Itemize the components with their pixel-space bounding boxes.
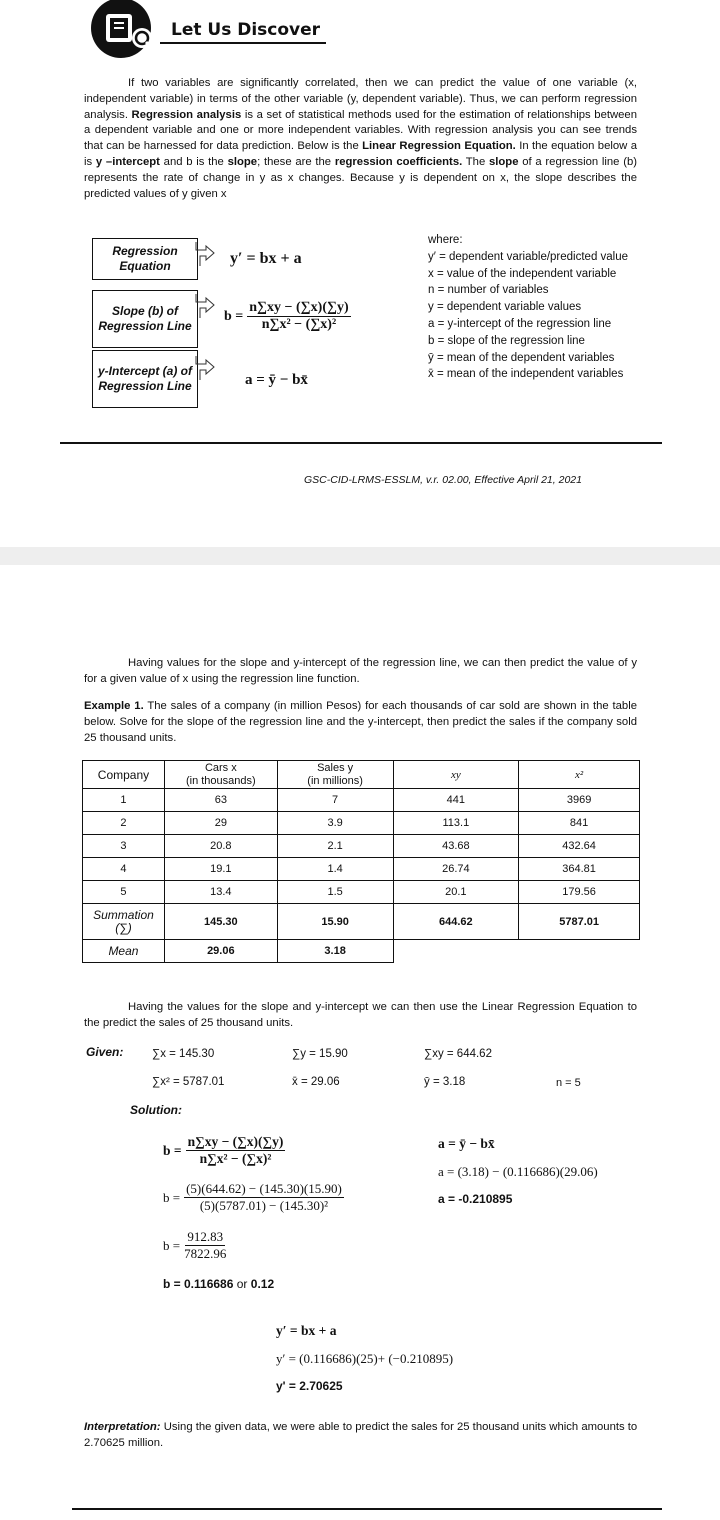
header-underline <box>160 42 326 44</box>
eq-regression: y′ = bx + a <box>230 250 302 267</box>
box-regression-equation: Regression Equation <box>92 238 198 280</box>
where-item: y′ = dependent variable/predicted value <box>428 250 629 263</box>
header-sales: Sales y (in millions) <box>277 761 393 789</box>
given-sum-y: ∑y = 15.90 <box>292 1048 348 1060</box>
slope-step-2: b = $\frac{(5)(644.62) - (145.30)(15.90)}{\text{(5)(5787.01) − (145.30)²}}$ <box>163 1181 342 1213</box>
given-n: n = 5 <box>556 1077 581 1089</box>
page1-divider <box>60 442 662 444</box>
intercept-step-1: a = ȳ − bx̄ <box>438 1136 495 1151</box>
table-header-row <box>83 761 640 789</box>
example-label: Example 1. <box>84 700 144 712</box>
slope-step-1: b = $\frac{n\sum xy - (\sum x)(\sum y)}{\text{n∑x² − (∑x)²}}$ <box>163 1134 284 1166</box>
intercept-result: a = -0.210895 <box>438 1192 513 1206</box>
eq-slope-num: n∑xy − (∑x)(∑y) <box>249 300 349 315</box>
footer-code: GSC-CID-LRMS-ESSLM, v.r. 02.00, Effective April 21, 2021 <box>304 474 582 486</box>
summation-row: Summation (∑) 145.30 15.90 644.62 5787.01 <box>83 904 640 940</box>
given-xbar: x̄ = 29.06 <box>292 1076 340 1088</box>
header-xy: xy <box>393 761 519 789</box>
transition-paragraph: Having the values for the slope and y-intercept we can then use the Linear Regression Equation to the predict the sales of 25 thousand units. <box>84 1001 637 1029</box>
page2-intro: Having values for the slope and y-intercept of the regression line, we can then predict the value of y for a given value of x using the regression line function. <box>84 657 637 685</box>
solution-label: Solution: <box>130 1103 182 1117</box>
page-gap <box>0 547 720 565</box>
header-title: Let Us Discover <box>171 20 321 40</box>
page2-divider <box>72 1508 662 1510</box>
header-x2: x² <box>519 761 640 789</box>
arrow-icons <box>192 236 224 396</box>
given-sum-x: ∑x = 145.30 <box>152 1048 215 1060</box>
header-cars: Cars x (in thousands) <box>164 761 277 789</box>
table-row: 4 19.1 1.4 26.74 364.81 <box>83 858 640 881</box>
predict-result: y' = 2.70625 <box>276 1379 343 1393</box>
where-item: y = dependent variable values <box>428 301 582 314</box>
eq-slope: b = $\frac{n\sum xy - (\sum x)(\sum y)}{\text{n∑x² − (∑x)²}}$ <box>224 300 349 332</box>
where-item: n = number of variables <box>428 284 549 297</box>
given-sum-x2: ∑x² = 5787.01 <box>152 1076 225 1088</box>
predict-step-1: y′ = bx + a <box>276 1323 337 1338</box>
predict-step-2: y′ = (0.116686)(25)+ (−0.210895) <box>276 1351 454 1366</box>
where-item: x = value of the independent variable <box>428 267 617 280</box>
header-company: Company <box>83 761 165 789</box>
slope-step-3: b = $\frac{912.83}{7822.96}$ <box>163 1229 227 1261</box>
where-item: b = slope of the regression line <box>428 334 585 347</box>
box-intercept: y-Intercept (a) of Regression Line <box>92 350 198 408</box>
box-slope: Slope (b) of Regression Line <box>92 290 198 348</box>
where-item: a = y-intercept of the regression line <box>428 317 612 330</box>
data-table <box>82 760 640 963</box>
mean-row: Mean 29.06 3.18 <box>83 940 640 963</box>
table-row: 2 29 3.9 113.1 841 <box>83 812 640 835</box>
where-title: where: <box>428 234 463 246</box>
given-label: Given: <box>86 1045 124 1059</box>
given-ybar: ȳ = 3.18 <box>424 1076 466 1088</box>
example-paragraph: Example 1. The sales of a company (in million Pesos) for each thousands of car sold are shown in the table below. Solve for the slope of the regression line and the y-intercept, then predict the sales if the company sold 25 thousand units. <box>84 700 637 744</box>
intercept-step-2: a = (3.18) − (0.116686)(29.06) <box>438 1164 598 1179</box>
table-row: 1 63 7 441 3969 <box>83 789 640 812</box>
interpretation: Interpretation: Using the given data, we were able to predict the sales for 25 thousand units which amounts to 2.70625 million. <box>84 1421 638 1449</box>
where-item: x̄ = mean of the independent variables <box>428 368 624 381</box>
given-sum-xy: ∑xy = 644.62 <box>424 1048 492 1060</box>
header-icon <box>84 0 168 60</box>
slope-result: b = 0.116686 or 0.12 <box>163 1277 275 1291</box>
interpretation-label: Interpretation: <box>84 1421 161 1433</box>
where-legend <box>428 232 688 383</box>
intro-paragraph: If two variables are significantly correlated, then we can predict the value of one variable (x, independent variable) in terms of the other variable (y, dependent variable). Thus, we can perform regression analysis. Regression analysis is a set of statistical methods used for the estimation of relationships between a dependent variable and one or more independent variables. With regression analysis you can see trends that can be harnessed for data prediction. Below is the Linear Regression Equation. In the equation below a is y –intercept and b is the slope; these are the regression coefficients. The slope of a regression line (b) represents the rate of change in y as x changes. Because y is dependent on x, the slope describes the predicted values of y given x <box>84 77 638 200</box>
eq-slope-den: n∑x² − (∑x)² <box>261 317 337 332</box>
table-row: 3 20.8 2.1 43.68 432.64 <box>83 835 640 858</box>
where-item: ȳ = mean of the dependent variables <box>428 351 615 364</box>
table-row: 5 13.4 1.5 20.1 179.56 <box>83 881 640 904</box>
eq-intercept: a = ȳ − bx̄ <box>245 372 308 388</box>
